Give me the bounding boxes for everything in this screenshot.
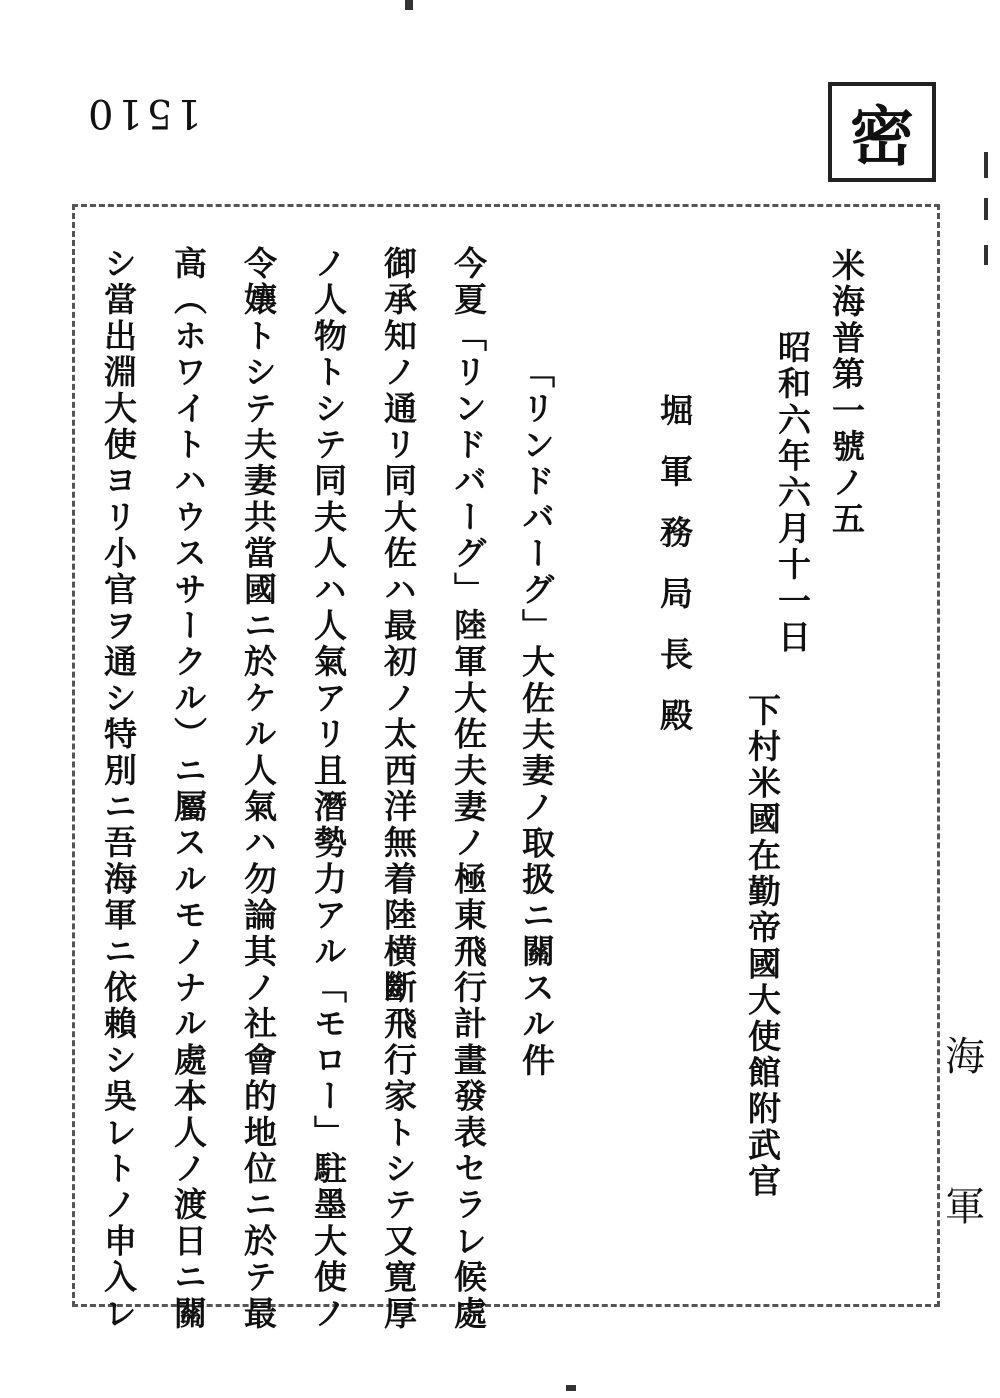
recipient: 堀軍務局長殿 bbox=[655, 393, 694, 759]
reference-number: 米海普第一號ノ五 bbox=[827, 248, 866, 538]
margin-char-1: 海 bbox=[945, 1034, 985, 1080]
page-number: 1510 bbox=[84, 90, 202, 136]
confidential-stamp bbox=[828, 82, 936, 182]
body-line-4: 令孃トシテ夫妻共當國ニ於ケル人氣ハ勿論其ノ社會的地位ニ於テ最 bbox=[239, 246, 278, 1332]
document-date: 昭和六年六月十一日 bbox=[773, 330, 812, 656]
edge-mark-bottom bbox=[566, 1385, 576, 1391]
sender: 下村米國在勤帝國大使館附武官 bbox=[743, 693, 782, 1200]
margin-char-2: 軍 bbox=[945, 1184, 985, 1230]
stamp-label: 密 bbox=[850, 100, 914, 175]
edge-mark-top bbox=[405, 0, 413, 10]
edge-mark-right-2 bbox=[984, 198, 988, 220]
body-line-1: 今夏「リンドバーグ」陸軍大佐夫妻ノ極東飛行計畫發表セラレ候處 bbox=[449, 246, 488, 1332]
body-line-5: 高（ホワイトハウスサークル）ニ屬スルモノナル處本人ノ渡日ニ關 bbox=[169, 246, 208, 1332]
edge-mark-right-3 bbox=[984, 245, 988, 265]
body-line-2: 御承知ノ通リ同大佐ハ最初ノ太西洋無着陸横斷飛行家トシテ又寛厚 bbox=[379, 246, 418, 1332]
body-line-6: シ當出淵大使ヨリ小官ヲ通シ特別ニ吾海軍ニ依賴シ吳レトノ申入レ bbox=[99, 246, 138, 1332]
body-line-3: ノ人物トシテ同夫人ハ人氣アリ且潛勢力アル「モロー」駐墨大使ノ bbox=[309, 246, 348, 1332]
subject-line: 「リンドバーグ」大佐夫妻ノ取扱ニ關スル件 bbox=[517, 355, 556, 1080]
edge-mark-right-1 bbox=[984, 152, 988, 178]
